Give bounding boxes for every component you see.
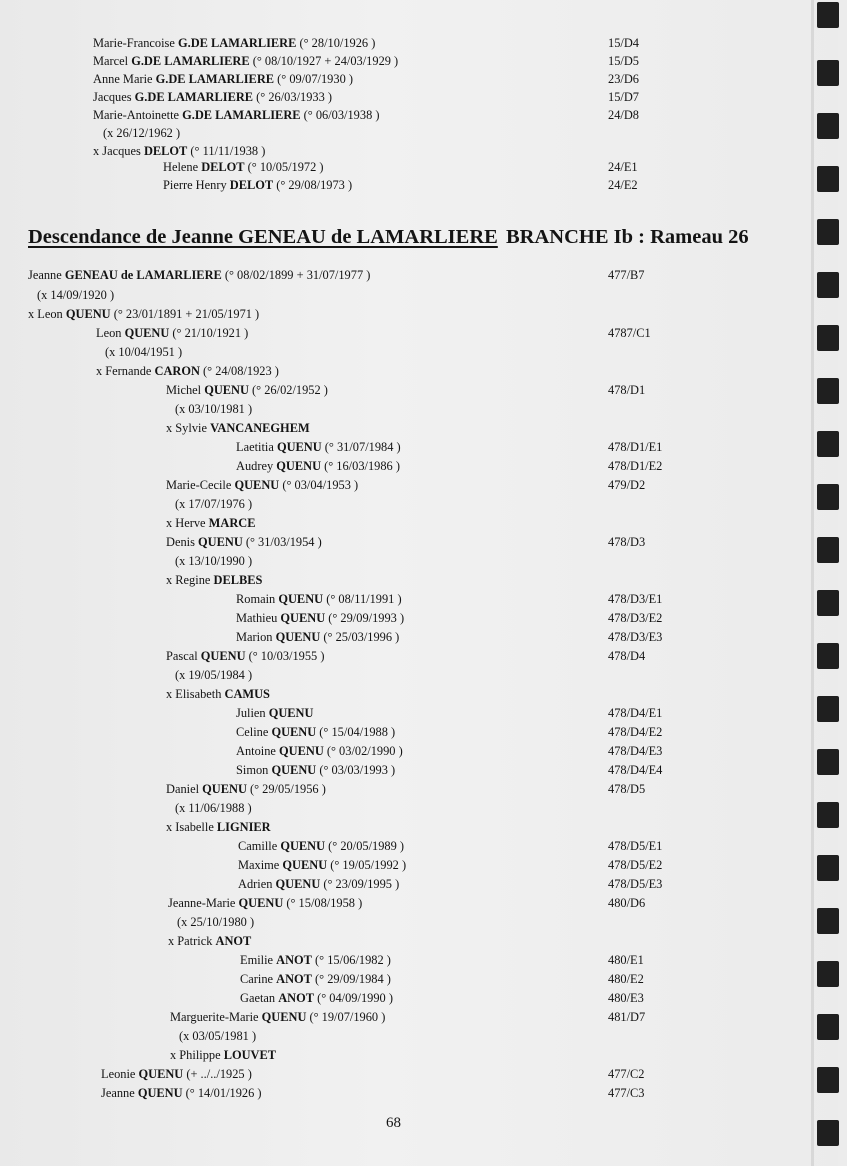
entry-row: x Elisabeth CAMUS xyxy=(166,687,270,701)
binding-ring xyxy=(817,1120,839,1146)
entry-row: Marie-Antoinette G.DE LAMARLIERE (° 06/03/1938 ) 24/D8 xyxy=(93,108,639,122)
binding-ring xyxy=(817,590,839,616)
entry-row: (x 19/05/1984 ) xyxy=(175,668,253,682)
entry-row: Daniel QUENU (° 29/05/1956 ) 478/D5 xyxy=(166,782,646,796)
entry-row: x Patrick ANOT xyxy=(168,934,252,948)
entry-row: x Fernande CARON (° 24/08/1923 ) xyxy=(96,364,279,378)
binding-ring xyxy=(817,643,839,669)
entry-row: Camille QUENU (° 20/05/1989 ) 478/D5/E1 xyxy=(238,839,663,853)
heading-title: Descendance de Jeanne GENEAU de LAMARLIERE xyxy=(28,226,498,248)
binding-ring xyxy=(817,802,839,828)
entry-row: Leon QUENU (° 21/10/1921 ) 4787/C1 xyxy=(96,326,651,340)
binding-ring xyxy=(817,378,839,404)
entry-row: Celine QUENU (° 15/04/1988 ) 478/D4/E2 xyxy=(236,725,663,739)
entry-row: Leonie QUENU (+ ../../1925 ) 477/C2 xyxy=(101,1067,645,1081)
entry-row: Jeanne QUENU (° 14/01/1926 ) 477/C3 xyxy=(101,1086,645,1100)
binding-ring xyxy=(817,908,839,934)
binding-ring xyxy=(817,113,839,139)
entry-row: Pascal QUENU (° 10/03/1955 ) 478/D4 xyxy=(166,649,646,663)
entry-row: (x 03/10/1981 ) xyxy=(175,402,253,416)
binding-ring xyxy=(817,2,839,28)
entry-row: Marcel G.DE LAMARLIERE (° 08/10/1927 + 24/03/1929 ) 15/D5 xyxy=(93,54,639,68)
spiral-binding xyxy=(803,0,847,1166)
entry-row: Marie-Cecile QUENU (° 03/04/1953 ) 479/D2 xyxy=(166,478,646,492)
entry-row: Jeanne GENEAU de LAMARLIERE (° 08/02/1899 + 31/07/1977 ) 477/B7 xyxy=(28,268,645,282)
binding-ring xyxy=(817,855,839,881)
entry-row: (x 10/04/1951 ) xyxy=(105,345,183,359)
entry-row: (x 03/05/1981 ) xyxy=(179,1029,257,1043)
entry-row: Anne Marie G.DE LAMARLIERE (° 09/07/1930 ) 23/D6 xyxy=(93,72,639,86)
entry-row: Romain QUENU (° 08/11/1991 ) 478/D3/E1 xyxy=(236,592,663,606)
heading-branch: BRANCHE Ib : Rameau 26 xyxy=(506,226,749,248)
entry-row: Audrey QUENU (° 16/03/1986 ) 478/D1/E2 xyxy=(236,459,663,473)
binding-ring xyxy=(817,1014,839,1040)
entry-row: x Jacques DELOT (° 11/11/1938 ) xyxy=(93,144,266,158)
binding-ring xyxy=(817,166,839,192)
entry-row: Michel QUENU (° 26/02/1952 ) 478/D1 xyxy=(166,383,646,397)
section-heading xyxy=(28,223,788,253)
entry-row: (x 17/07/1976 ) xyxy=(175,497,253,511)
entry-row: Marie-Francoise G.DE LAMARLIERE (° 28/10/1926 ) 15/D4 xyxy=(93,36,639,50)
entry-row: Helene DELOT (° 10/05/1972 ) 24/E1 xyxy=(163,160,638,174)
entry-row: x Leon QUENU (° 23/01/1891 + 21/05/1971 ) xyxy=(28,307,260,321)
entry-row: x Philippe LOUVET xyxy=(170,1048,277,1062)
binding-ring xyxy=(817,431,839,457)
entry-row: (x 26/12/1962 ) xyxy=(103,126,181,140)
entry-row: Julien QUENU 478/D4/E1 xyxy=(236,706,663,720)
binding-ring xyxy=(817,219,839,245)
entry-row: Emilie ANOT (° 15/06/1982 ) 480/E1 xyxy=(240,953,644,967)
entry-row: Gaetan ANOT (° 04/09/1990 ) 480/E3 xyxy=(240,991,644,1005)
entry-row: Mathieu QUENU (° 29/09/1993 ) 478/D3/E2 xyxy=(236,611,663,625)
binding-ring xyxy=(817,272,839,298)
entry-row: (x 25/10/1980 ) xyxy=(177,915,255,929)
entry-row: (x 14/09/1920 ) xyxy=(37,288,115,302)
binding-ring xyxy=(817,696,839,722)
entry-row: Maxime QUENU (° 19/05/1992 ) 478/D5/E2 xyxy=(238,858,663,872)
entry-row: (x 11/06/1988 ) xyxy=(175,801,252,815)
entry-row: Jeanne-Marie QUENU (° 15/08/1958 ) 480/D6 xyxy=(168,896,646,910)
binding-ring xyxy=(817,60,839,86)
entry-row: Marguerite-Marie QUENU (° 19/07/1960 ) 481/D7 xyxy=(170,1010,646,1024)
entry-row: (x 13/10/1990 ) xyxy=(175,554,253,568)
binding-ring xyxy=(817,484,839,510)
entry-row: x Regine DELBES xyxy=(166,573,263,587)
binding-ring xyxy=(817,749,839,775)
binding-ring xyxy=(817,537,839,563)
entry-row: Pierre Henry DELOT (° 29/08/1973 ) 24/E2 xyxy=(163,178,638,192)
entry-row: Denis QUENU (° 31/03/1954 ) 478/D3 xyxy=(166,535,646,549)
entry-row: x Herve MARCE xyxy=(166,516,256,530)
binding-ring xyxy=(817,325,839,351)
entry-row: Jacques G.DE LAMARLIERE (° 26/03/1933 ) 15/D7 xyxy=(93,90,639,104)
entry-row: x Sylvie VANCANEGHEM xyxy=(166,421,310,435)
binding-ring xyxy=(817,1067,839,1093)
entry-row: Laetitia QUENU (° 31/07/1984 ) 478/D1/E1 xyxy=(236,440,663,454)
entry-row: Carine ANOT (° 29/09/1984 ) 480/E2 xyxy=(240,972,644,986)
binding-ring xyxy=(817,961,839,987)
page-number: 68 xyxy=(386,1115,401,1131)
entry-row: x Isabelle LIGNIER xyxy=(166,820,271,834)
entry-row: Simon QUENU (° 03/03/1993 ) 478/D4/E4 xyxy=(236,763,663,777)
entry-row: Marion QUENU (° 25/03/1996 ) 478/D3/E3 xyxy=(236,630,663,644)
entry-row: Adrien QUENU (° 23/09/1995 ) 478/D5/E3 xyxy=(238,877,663,891)
entry-row: Antoine QUENU (° 03/02/1990 ) 478/D4/E3 xyxy=(236,744,663,758)
